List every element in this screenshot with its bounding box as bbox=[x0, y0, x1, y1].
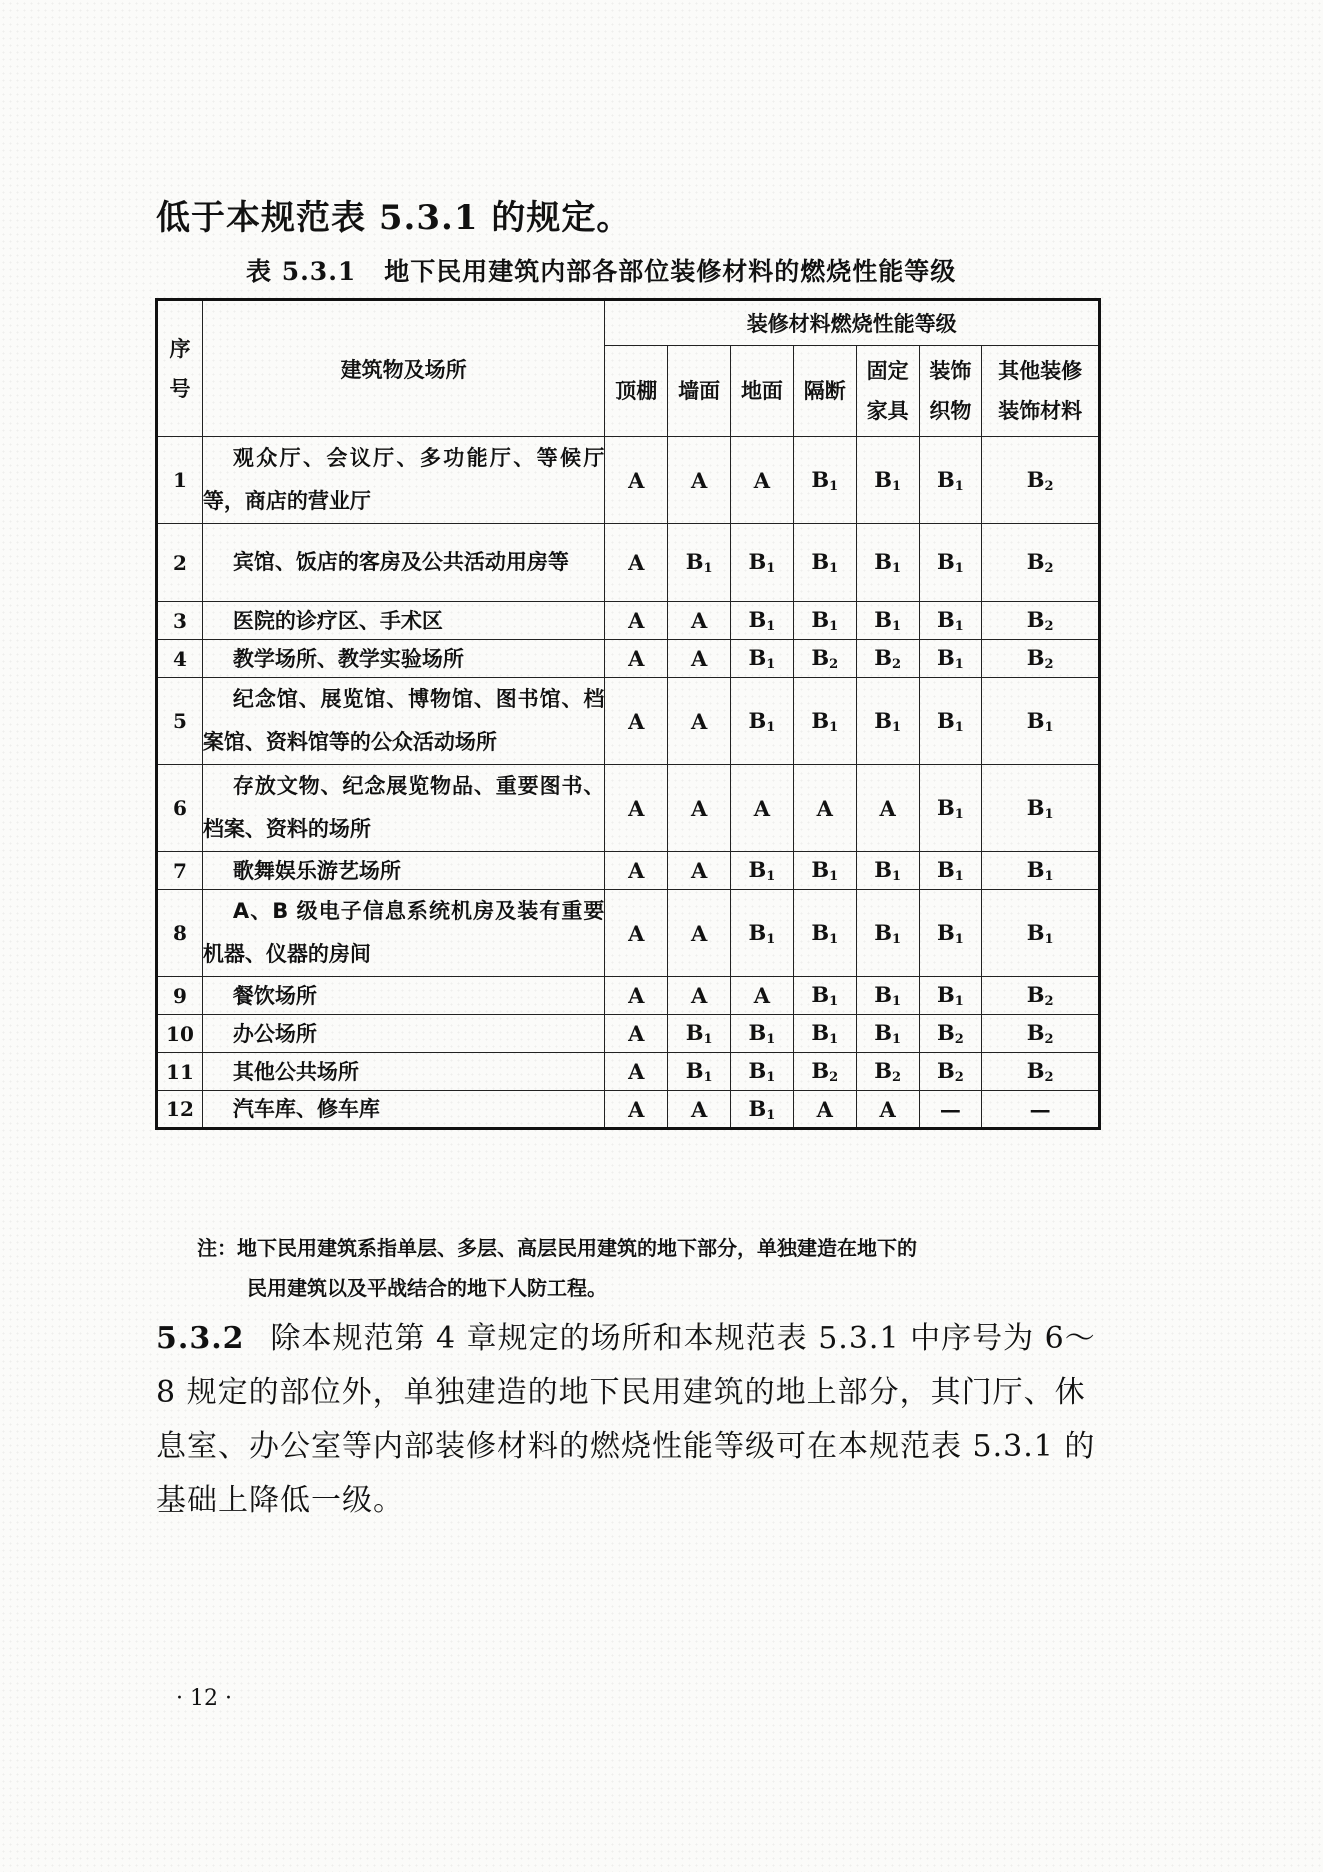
grade-cell: A bbox=[605, 640, 668, 678]
grade-subscript: 2 bbox=[829, 1070, 839, 1085]
grade-cell: A bbox=[605, 437, 668, 524]
row-number: 10 bbox=[157, 1015, 203, 1053]
grade-cell: — bbox=[919, 1091, 982, 1129]
header-column: 地面 bbox=[731, 346, 794, 437]
grade-subscript: 1 bbox=[954, 478, 964, 494]
table-number: 表 5.3.1 bbox=[246, 257, 357, 286]
grade-cell: A bbox=[668, 437, 731, 524]
grade-cell: $B_2$ bbox=[982, 437, 1100, 524]
grade-cell: $B_1$ bbox=[982, 890, 1100, 977]
grade-cell: $B_1$ bbox=[793, 678, 856, 765]
grade-subscript: 1 bbox=[829, 719, 839, 735]
row-number: 1 bbox=[157, 437, 203, 524]
grade-cell: $B_1$ bbox=[731, 524, 794, 602]
grade-subscript: 2 bbox=[1044, 619, 1054, 634]
grade-cell: $B_1$ bbox=[793, 977, 856, 1015]
grade-subscript: 1 bbox=[891, 561, 901, 576]
table-row bbox=[157, 1091, 1100, 1129]
grade-cell: A bbox=[605, 1091, 668, 1129]
grade-cell: $B_1$ bbox=[731, 1053, 794, 1091]
table-row bbox=[157, 1015, 1100, 1053]
grade-cell: — bbox=[982, 1091, 1100, 1129]
table-row bbox=[157, 678, 1100, 765]
grade-subscript: 1 bbox=[954, 561, 964, 576]
grade-cell: $B_1$ bbox=[856, 437, 919, 524]
grade-subscript: 1 bbox=[829, 619, 839, 634]
grade-cell: $B_1$ bbox=[919, 890, 982, 977]
grade-subscript: 1 bbox=[703, 1032, 713, 1047]
grade-subscript: 2 bbox=[1044, 561, 1054, 576]
grade-cell: $B_2$ bbox=[793, 1053, 856, 1091]
grade-subscript: 1 bbox=[891, 931, 901, 947]
grade-subscript: 1 bbox=[954, 869, 964, 884]
header-column: 隔断 bbox=[793, 346, 856, 437]
row-place-text: 教学场所、教学实验场所 bbox=[232, 646, 464, 671]
grade-cell: $B_1$ bbox=[856, 524, 919, 602]
grade-cell: $B_1$ bbox=[668, 1015, 731, 1053]
grade-cell: $B_1$ bbox=[793, 602, 856, 640]
table-caption bbox=[246, 252, 956, 288]
grade-cell: $B_1$ bbox=[919, 852, 982, 890]
table-row bbox=[157, 640, 1100, 678]
header-column: 顶棚 bbox=[605, 346, 668, 437]
row-place bbox=[202, 1015, 604, 1053]
grade-cell: $B_2$ bbox=[793, 640, 856, 678]
row-place-text: 餐饮场所 bbox=[232, 983, 317, 1008]
row-place-text: 其他公共场所 bbox=[232, 1059, 359, 1084]
row-number: 3 bbox=[157, 602, 203, 640]
grade-cell: $B_1$ bbox=[982, 852, 1100, 890]
table-body bbox=[157, 437, 1100, 1129]
grade-cell: $B_1$ bbox=[982, 678, 1100, 765]
row-place bbox=[202, 437, 604, 524]
grade-cell: $B_1$ bbox=[856, 852, 919, 890]
grade-cell: $B_2$ bbox=[982, 524, 1100, 602]
grade-cell: $B_1$ bbox=[856, 890, 919, 977]
header-column: 墙面 bbox=[668, 346, 731, 437]
grade-subscript: 1 bbox=[829, 994, 839, 1009]
grade-subscript: 1 bbox=[703, 1070, 713, 1085]
grade-subscript: 1 bbox=[829, 1032, 839, 1047]
grade-cell: A bbox=[668, 890, 731, 977]
grade-cell: A bbox=[605, 1053, 668, 1091]
grade-cell: A bbox=[605, 678, 668, 765]
header-group: 装修材料燃烧性能等级 bbox=[605, 300, 1100, 346]
row-number: 9 bbox=[157, 977, 203, 1015]
grade-cell: A bbox=[605, 524, 668, 602]
grade-cell: $B_1$ bbox=[919, 678, 982, 765]
row-place-text: 观众厅、会议厅、多功能厅、等候厅等，商店的营业厅 bbox=[202, 446, 605, 513]
clause-text: 除本规范第 4 章规定的场所和本规范表 5.3.1 中序号为 6～8 规定的部位外，单独建造的地下民用建筑的地上部分，其门厅、休息室、办公室等内部装修材料的燃烧性能等级可在本规范表 5.3.1 的基础上降低一级。 bbox=[156, 1321, 1096, 1518]
grade-subscript: 2 bbox=[1044, 994, 1054, 1009]
clause-number: 5.3.2 bbox=[156, 1321, 245, 1356]
grade-subscript: 2 bbox=[891, 1070, 901, 1085]
grade-subscript: 1 bbox=[766, 931, 776, 947]
grade-cell: A bbox=[605, 602, 668, 640]
row-number: 6 bbox=[157, 765, 203, 852]
grade-subscript: 1 bbox=[703, 561, 713, 576]
grade-cell: $B_2$ bbox=[982, 1053, 1100, 1091]
row-place-text: 医院的诊疗区、手术区 bbox=[232, 608, 443, 633]
grade-subscript: 1 bbox=[829, 478, 839, 494]
grade-cell: A bbox=[731, 437, 794, 524]
header-column: 其他装修 装饰材料 bbox=[982, 346, 1100, 437]
row-place bbox=[202, 1053, 604, 1091]
grade-cell: A bbox=[605, 1015, 668, 1053]
note-line-2: 民用建筑以及平战结合的地下人防工程。 bbox=[247, 1276, 607, 1300]
grade-cell: $B_1$ bbox=[731, 602, 794, 640]
grade-cell: A bbox=[668, 852, 731, 890]
grade-cell: $B_1$ bbox=[919, 437, 982, 524]
grade-cell: $B_1$ bbox=[731, 640, 794, 678]
grade-subscript: 2 bbox=[829, 657, 839, 672]
table-row bbox=[157, 602, 1100, 640]
table-note bbox=[197, 1228, 1117, 1308]
row-place bbox=[202, 890, 604, 977]
grade-subscript: 1 bbox=[1044, 869, 1054, 884]
row-place-text: 存放文物、纪念展览物品、重要图书、档案、资料的场所 bbox=[202, 774, 605, 841]
note-line-1: 注：地下民用建筑系指单层、多层、高层民用建筑的地下部分，单独建造在地下的 bbox=[197, 1236, 917, 1260]
header-column: 固定 家具 bbox=[856, 346, 919, 437]
grade-subscript: 2 bbox=[891, 657, 901, 672]
grade-cell: A bbox=[668, 977, 731, 1015]
row-place bbox=[202, 524, 604, 602]
grade-subscript: 1 bbox=[829, 869, 839, 884]
grade-cell: A bbox=[793, 765, 856, 852]
fire-grade-table bbox=[155, 298, 1101, 1130]
row-place bbox=[202, 1091, 604, 1129]
grade-cell: A bbox=[668, 1091, 731, 1129]
grade-cell: A bbox=[856, 765, 919, 852]
grade-subscript: 1 bbox=[766, 561, 776, 576]
table-row bbox=[157, 765, 1100, 852]
grade-subscript: 1 bbox=[891, 1032, 901, 1047]
row-place bbox=[202, 640, 604, 678]
grade-subscript: 1 bbox=[766, 719, 776, 735]
grade-cell: $B_1$ bbox=[919, 977, 982, 1015]
grade-subscript: 1 bbox=[829, 561, 839, 576]
grade-cell: A bbox=[605, 977, 668, 1015]
grade-subscript: 2 bbox=[1044, 1070, 1054, 1085]
row-place-text: 宾馆、饭店的客房及公共活动用房等 bbox=[232, 550, 569, 574]
grade-cell: $B_1$ bbox=[856, 602, 919, 640]
grade-cell: A bbox=[731, 977, 794, 1015]
header-no-label: 序 号 bbox=[169, 336, 191, 401]
grade-cell: $B_1$ bbox=[919, 640, 982, 678]
row-number: 7 bbox=[157, 852, 203, 890]
row-place-text: 汽车库、修车库 bbox=[232, 1097, 380, 1121]
row-number: 8 bbox=[157, 890, 203, 977]
row-place-text: 办公场所 bbox=[232, 1021, 317, 1046]
header-place: 建筑物及场所 bbox=[202, 300, 604, 437]
grade-subscript: 1 bbox=[891, 994, 901, 1009]
grade-cell: $B_1$ bbox=[793, 1015, 856, 1053]
grade-cell: A bbox=[668, 765, 731, 852]
table-row bbox=[157, 524, 1100, 602]
row-place bbox=[202, 602, 604, 640]
row-number: 12 bbox=[157, 1091, 203, 1129]
grade-subscript: 1 bbox=[1044, 806, 1054, 822]
grade-cell: $B_1$ bbox=[731, 890, 794, 977]
grade-cell: $B_1$ bbox=[668, 524, 731, 602]
grade-cell: $B_1$ bbox=[731, 678, 794, 765]
grade-cell: A bbox=[668, 602, 731, 640]
grade-cell: $B_1$ bbox=[793, 524, 856, 602]
grade-subscript: 1 bbox=[829, 931, 839, 947]
grade-subscript: 1 bbox=[954, 619, 964, 634]
grade-subscript: 1 bbox=[766, 619, 776, 634]
row-place bbox=[202, 852, 604, 890]
table-row bbox=[157, 1053, 1100, 1091]
grade-cell: $B_2$ bbox=[856, 640, 919, 678]
row-place-text: 纪念馆、展览馆、博物馆、图书馆、档案馆、资料馆等的公众活动场所 bbox=[202, 687, 605, 754]
row-number: 11 bbox=[157, 1053, 203, 1091]
row-place bbox=[202, 977, 604, 1015]
grade-cell: A bbox=[605, 890, 668, 977]
grade-cell: A bbox=[856, 1091, 919, 1129]
grade-cell: $B_1$ bbox=[919, 524, 982, 602]
grade-subscript: 1 bbox=[891, 719, 901, 735]
grade-subscript: 1 bbox=[766, 657, 776, 672]
grade-cell: $B_1$ bbox=[793, 890, 856, 977]
grade-cell: $B_1$ bbox=[731, 1015, 794, 1053]
grade-subscript: 1 bbox=[954, 657, 964, 672]
grade-cell: $B_2$ bbox=[919, 1053, 982, 1091]
grade-cell: $B_1$ bbox=[982, 765, 1100, 852]
table-row bbox=[157, 890, 1100, 977]
grade-cell: $B_1$ bbox=[856, 977, 919, 1015]
grade-cell: $B_1$ bbox=[919, 602, 982, 640]
row-number: 4 bbox=[157, 640, 203, 678]
row-place-text: A、B 级电子信息系统机房及装有重要机器、仪器的房间 bbox=[202, 899, 605, 966]
grade-cell: $B_1$ bbox=[668, 1053, 731, 1091]
grade-cell: A bbox=[793, 1091, 856, 1129]
grade-cell: $B_1$ bbox=[793, 437, 856, 524]
grade-cell: $B_2$ bbox=[982, 602, 1100, 640]
row-number: 2 bbox=[157, 524, 203, 602]
grade-cell: A bbox=[731, 765, 794, 852]
grade-subscript: 1 bbox=[954, 994, 964, 1009]
grade-subscript: 1 bbox=[766, 1107, 776, 1123]
header-column: 装饰 织物 bbox=[919, 346, 982, 437]
grade-cell: $B_1$ bbox=[731, 1091, 794, 1129]
row-number: 5 bbox=[157, 678, 203, 765]
row-place bbox=[202, 765, 604, 852]
page-number: · 12 · bbox=[176, 1686, 232, 1711]
grade-cell: $B_1$ bbox=[856, 1015, 919, 1053]
header-no bbox=[157, 300, 203, 437]
grade-cell: $B_2$ bbox=[982, 977, 1100, 1015]
grade-subscript: 1 bbox=[954, 931, 964, 947]
table-row bbox=[157, 852, 1100, 890]
grade-cell: $B_1$ bbox=[793, 852, 856, 890]
grade-subscript: 2 bbox=[1044, 657, 1054, 672]
grade-cell: $B_1$ bbox=[731, 852, 794, 890]
grade-cell: A bbox=[605, 852, 668, 890]
grade-subscript: 1 bbox=[1044, 931, 1054, 947]
clause-paragraph bbox=[156, 1312, 1112, 1528]
grade-subscript: 2 bbox=[954, 1070, 964, 1085]
table-row bbox=[157, 437, 1100, 524]
grade-cell: $B_2$ bbox=[982, 640, 1100, 678]
intro-line: 低于本规范表 5.3.1 的规定。 bbox=[156, 198, 632, 238]
grade-subscript: 1 bbox=[954, 719, 964, 735]
grade-subscript: 2 bbox=[1044, 1032, 1054, 1047]
grade-subscript: 1 bbox=[891, 619, 901, 634]
grade-cell: $B_1$ bbox=[919, 765, 982, 852]
row-place bbox=[202, 678, 604, 765]
grade-subscript: 1 bbox=[891, 478, 901, 494]
grade-cell: $B_2$ bbox=[919, 1015, 982, 1053]
grade-cell: $B_2$ bbox=[856, 1053, 919, 1091]
grade-cell: $B_2$ bbox=[982, 1015, 1100, 1053]
table-title: 地下民用建筑内部各部位装修材料的燃烧性能等级 bbox=[384, 257, 957, 286]
grade-subscript: 1 bbox=[766, 1032, 776, 1047]
grade-subscript: 1 bbox=[766, 1070, 776, 1085]
grade-subscript: 1 bbox=[954, 806, 964, 822]
grade-cell: A bbox=[668, 640, 731, 678]
grade-subscript: 1 bbox=[891, 869, 901, 884]
grade-subscript: 1 bbox=[766, 869, 776, 884]
grade-cell: $B_1$ bbox=[856, 678, 919, 765]
row-place-text: 歌舞娱乐游艺场所 bbox=[232, 858, 401, 883]
grade-subscript: 1 bbox=[1044, 719, 1054, 735]
grade-cell: A bbox=[668, 678, 731, 765]
table-row bbox=[157, 977, 1100, 1015]
grade-cell: A bbox=[605, 765, 668, 852]
grade-subscript: 2 bbox=[954, 1032, 964, 1047]
grade-subscript: 2 bbox=[1044, 478, 1054, 494]
